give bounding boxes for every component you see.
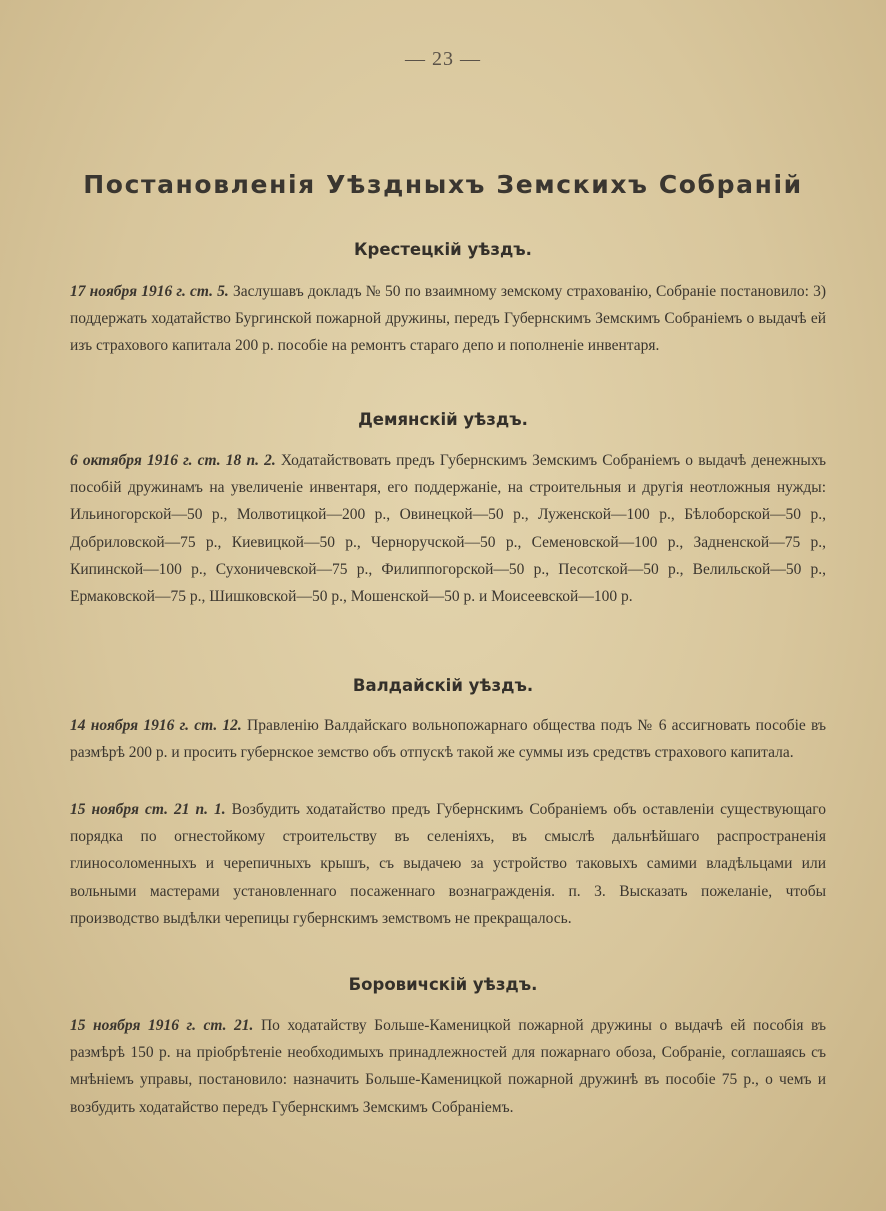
- paragraph-valdaysky-1: [70, 712, 826, 766]
- section-heading-krestetsky: Крестецкій уѣздъ.: [354, 240, 532, 259]
- paragraph-text: Ходатайствовать предъ Губернскимъ Земскимъ Собраніемъ о выдачѣ денежныхъ пособій дружинамъ на увеличеніе инвентаря, его поддержаніе, на строительныя и другія неотложныя нужды: Ильиногорской—50 р., Молвотицкой—200 р., Овинецкой—50 р., Луженской—100 р., Бѣлоборской—50 р., Добриловской—75 р., Киевицкой—50 р., Черноручской—50 р., Семеновской—100 р., Задненской—75 р., Кипинской—100 р., Сухоничевской—75 р., Филиппогорской—50 р., Песотской—50 р., Велильской—50 р., Ермаковской—75 р., Шишковской—50 р., Мошенской—50 р. и Моисеевской—100 р.: [70, 452, 826, 606]
- paragraph-date-ref: 15 ноября ст. 21 п. 1.: [70, 801, 226, 818]
- section-heading-demyansky: Демянскій уѣздъ.: [358, 410, 528, 429]
- section-heading-valdaysky: Валдайскій уѣздъ.: [352, 676, 534, 695]
- paragraph-borovichsky-1: [70, 1012, 826, 1121]
- paragraph-date-ref: 15 ноября 1916 г. ст. 21.: [70, 1017, 254, 1034]
- page-title: Постановленія Уѣздныхъ Земскихъ Собраній: [83, 170, 803, 199]
- paragraph-text: Правленію Валдайскаго вольнопожарнаго общества подъ № 6 ассигновать пособіе въ размѣрѣ 200 р. и просить губернское земство объ отпускѣ такой же суммы изъ средствъ страхового капитала.: [70, 717, 826, 762]
- paragraph-text: Возбудить ходатайство предъ Губернскимъ Собраніемъ объ оставленіи существующаго порядка по огнестойкому строительству въ селеніяхъ, въ смыслѣ дальнѣйшаго распространенія глиносоломенныхъ и черепичныхъ крышъ, съ выдачею за устройство таковыхъ самими владѣльцами или вольными мастерами установленнаго посаженнаго вознагражденія. п. 3. Высказать пожеланіе, чтобы производство выдѣлки черепицы губернскимъ земствомъ не прекращалось.: [70, 801, 826, 927]
- paragraph-text: Заслушавъ докладъ № 50 по взаимному земскому страхованію, Собраніе постановило: 3) поддержать ходатайство Бургинской пожарной дружины, передъ Губернскимъ Земскимъ Собраніемъ о выдачѣ ей изъ страхового капитала 200 р. пособіе на ремонтъ стараго депо и пополненіе инвентаря.: [70, 283, 827, 355]
- paragraph-krestetsky-1: [70, 278, 826, 360]
- section-heading-borovichsky: Боровичскій уѣздъ.: [348, 975, 538, 994]
- paragraph-date-ref: 14 ноября 1916 г. ст. 12.: [70, 717, 242, 734]
- page-number: — 23 —: [405, 48, 481, 70]
- paragraph-date-ref: 17 ноября 1916 г. ст. 5.: [70, 283, 229, 300]
- paragraph-text: По ходатайству Больше-Каменицкой пожарной дружины о выдачѣ ей пособія въ размѣрѣ 150 р. на пріобрѣтеніе необходимыхъ принадлежностей для пожарнаго обоза, Собраніе, соглашаясь съ мнѣніемъ управы, постановило: назначить Больше-Каменицкой пожарной дружинѣ въ пособіе 75 р., о чемъ и возбудить ходатайство передъ Губернскимъ Земскимъ Собраніемъ.: [70, 1017, 826, 1116]
- paragraph-demyansky-1: [70, 447, 826, 610]
- paragraph-valdaysky-2: [70, 796, 826, 932]
- paragraph-date-ref: 6 октября 1916 г. ст. 18 п. 2.: [70, 452, 276, 469]
